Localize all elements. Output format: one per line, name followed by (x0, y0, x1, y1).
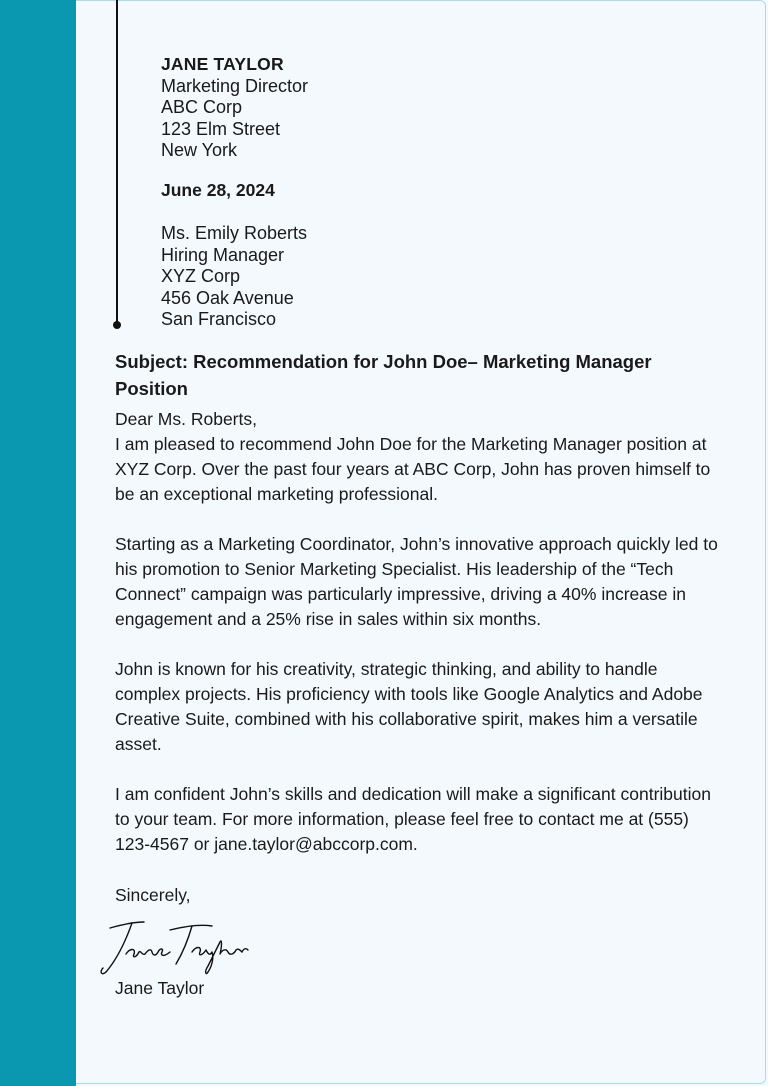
greeting: Dear Ms. Roberts, (115, 409, 257, 429)
sender-company: ABC Corp (161, 97, 243, 117)
body-paragraph: I am confident John’s skills and dedication will make a significant contribution to your team. For more information, please feel free to contact me at (555) 123-4567 or jane.taylor@abccorp.com. (115, 784, 711, 854)
recipient-city: San Francisco (161, 309, 277, 329)
recipient-name: Ms. Emily Roberts (161, 223, 308, 243)
timeline-dot (113, 321, 121, 329)
accent-side-band (0, 0, 76, 1086)
closing: Sincerely, (115, 885, 191, 905)
handwritten-signature (96, 910, 256, 980)
body-paragraph: John is known for his creativity, strategic thinking, and ability to handle complex projects. His proficiency with tools like Google Analytics and Adobe Creative Suite, combined with his collaborative spirit, makes him a versatile asset. (115, 659, 703, 754)
recipient-street: 456 Oak Avenue (161, 287, 294, 308)
recipient-title: Hiring Manager (161, 244, 285, 265)
body-paragraph: I am pleased to recommend John Doe for the Marketing Manager position at XYZ Corp. Over the past four years at ABC Corp, John has proven himself to be an exceptional marketing professional. (115, 434, 711, 504)
sender-name: JANE TAYLOR (161, 54, 284, 74)
sender-title: Marketing Director (161, 75, 309, 96)
timeline-line (116, 0, 118, 324)
signer-name: Jane Taylor (115, 978, 205, 998)
letter-body (115, 407, 725, 882)
sender-block (161, 54, 308, 162)
sender-city: New York (161, 140, 238, 160)
subject-line: Subject: Recommendation for John Doe– Marketing Manager Position (115, 351, 652, 399)
recipient-block (161, 223, 307, 331)
body-paragraph: Starting as a Marketing Coordinator, John’s innovative approach quickly led to his promotion to Senior Marketing Specialist. His leadership of the “Tech Connect” campaign was particularly impressive, driving a 40% increase in engagement and a 25% rise in sales within six months. (115, 534, 718, 629)
recipient-company: XYZ Corp (161, 266, 241, 286)
sender-street: 123 Elm Street (161, 118, 281, 139)
letter-date: June 28, 2024 (161, 180, 275, 200)
